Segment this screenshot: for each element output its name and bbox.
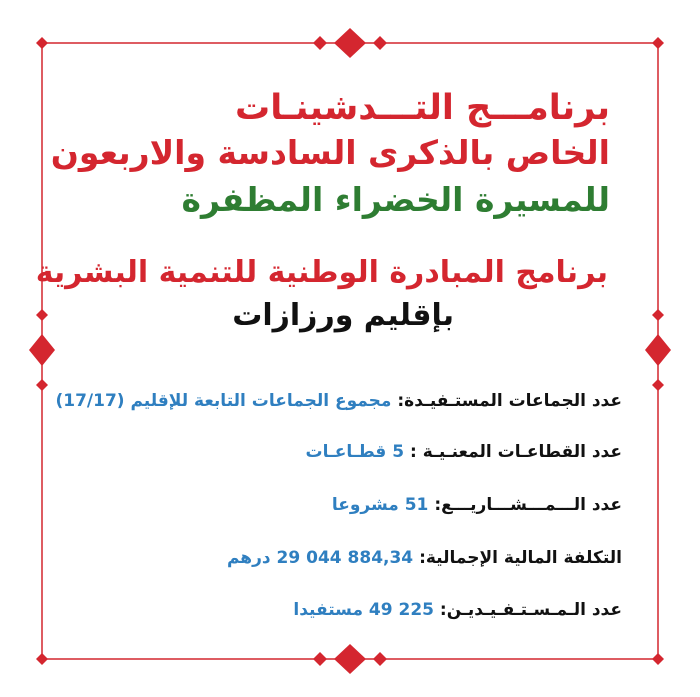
stat-value: 225 49 مستفيدا [293,600,434,620]
stat-projects [50,487,622,523]
stat-value: مجموع الجماعات التابعة للإقليم (17/17) [55,391,392,411]
stat-label: عدد الـمـسـتـفـيـديـن: [439,600,622,620]
stat-label: عدد الـــمـــشـــاريـــع: [434,495,622,515]
stat-value: 884,34 044 29 درهم [226,548,414,568]
stat-label: عدد الجماعات المستـفيـدة: [397,391,622,411]
stat-value: 5 قطـاعـات [305,442,405,462]
indh-program-heading: برنامج المبادرة الوطنية للتنمية البشرية [35,255,608,290]
green-march-subtitle: للمسيرة الخضراء المظفرة [181,180,610,219]
occasion-subtitle: الخاص بالذكرى السادسة والاربعون [50,133,610,172]
stat-label: التكلفة المالية الإجمالية: [419,548,622,568]
stat-sectors [50,434,622,470]
stat-beneficiary-communes [50,383,622,419]
stat-label: عدد القطاعـات المعنـيـة : [409,442,622,462]
stat-value: 51 مشروعا [331,495,429,515]
stat-total-cost [50,540,622,576]
province-name: بإقليم ورزازات [232,298,454,333]
stat-beneficiaries [50,592,622,628]
program-title: برنامـــج التـــدشينـات [235,88,610,128]
